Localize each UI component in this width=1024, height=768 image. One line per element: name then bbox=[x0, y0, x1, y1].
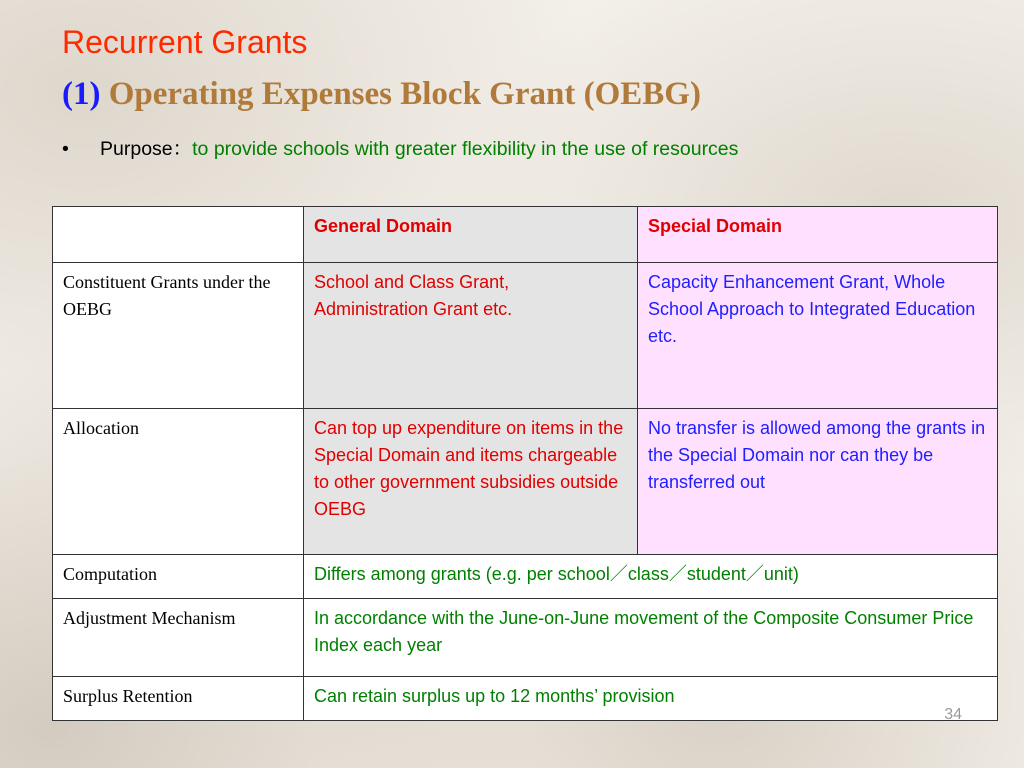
row-label-adjustment: Adjustment Mechanism bbox=[53, 599, 304, 677]
surplus-value-cell: Can retain surplus up to 12 months’ provision bbox=[304, 677, 998, 721]
table-row-computation bbox=[53, 555, 998, 599]
computation-value-cell: Differs among grants (e.g. per school／class／student／unit) bbox=[304, 555, 998, 599]
bullet-marker: • bbox=[62, 138, 69, 160]
allocation-special-cell: No transfer is allowed among the grants in the Special Domain nor can they be transferred out bbox=[638, 409, 998, 555]
constituent-general-cell: School and Class Grant, Administration Grant etc. bbox=[304, 263, 638, 409]
table-row-allocation bbox=[53, 409, 998, 555]
table-row-constituent bbox=[53, 263, 998, 409]
table-header-row bbox=[53, 207, 998, 263]
row-label-computation: Computation bbox=[53, 555, 304, 599]
general-domain-header: General Domain bbox=[304, 207, 638, 263]
purpose-bullet bbox=[62, 133, 738, 161]
purpose-label: Purpose： bbox=[100, 138, 193, 160]
subtitle-number: (1) bbox=[62, 76, 101, 112]
row-label-surplus: Surplus Retention bbox=[53, 677, 304, 721]
table-row-surplus bbox=[53, 677, 998, 721]
row-label-constituent: Constituent Grants under the OEBG bbox=[53, 263, 304, 409]
subtitle-name: Operating Expenses Block Grant (OEBG) bbox=[108, 76, 701, 112]
special-domain-header: Special Domain bbox=[638, 207, 998, 263]
purpose-text: to provide schools with greater flexibility in the use of resources bbox=[192, 138, 739, 160]
constituent-special-cell: Capacity Enhancement Grant, Whole School Approach to Integrated Education etc. bbox=[638, 263, 998, 409]
slide-title: Recurrent Grants bbox=[62, 24, 308, 60]
header-blank-cell bbox=[53, 207, 304, 263]
oebg-table bbox=[52, 206, 998, 721]
slide-subtitle bbox=[62, 76, 701, 113]
adjustment-value-cell: In accordance with the June-on-June movement of the Composite Consumer Price Index each year bbox=[304, 599, 998, 677]
allocation-general-cell: Can top up expenditure on items in the Special Domain and items chargeable to other government subsidies outside OEBG bbox=[304, 409, 638, 555]
page-number: 34 bbox=[944, 706, 962, 723]
table-row-adjustment bbox=[53, 599, 998, 677]
row-label-allocation: Allocation bbox=[53, 409, 304, 555]
